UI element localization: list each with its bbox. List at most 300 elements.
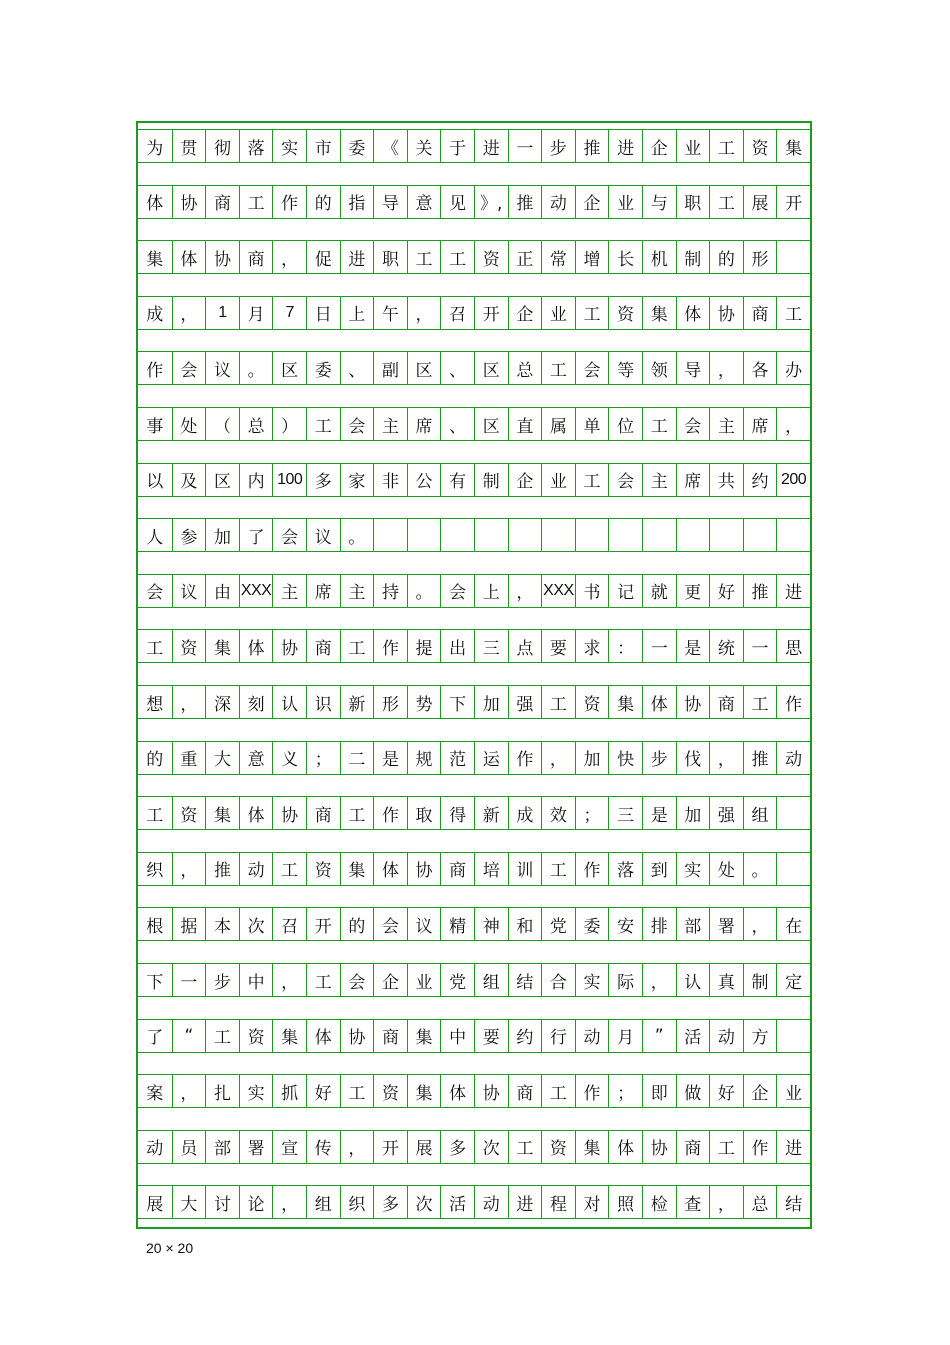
grid-cell: 主 [340,574,374,608]
grid-cell: 体 [306,1019,340,1053]
grid-cell: 体 [676,296,710,330]
grid-cell: 行 [541,1019,575,1053]
grid-cell: ， [172,685,206,719]
grid-cell: 二 [340,741,374,775]
grid-cell: 成 [138,296,172,330]
grid-cell: 业 [676,129,710,163]
grid-cell: 集 [138,240,172,274]
grid-cell: 下 [440,685,474,719]
grid-cell: 意 [239,741,273,775]
grid-size-label: 20 × 20 [146,1240,194,1256]
grid-cell: 次 [474,1130,508,1164]
grid-cell: 的 [709,240,743,274]
grid-cell: 推 [743,574,777,608]
grid-cell: 强 [709,796,743,830]
grid-cell: 资 [608,296,642,330]
grid-cell: 规 [407,741,441,775]
grid-cell: 人 [138,518,172,552]
grid-cell: 处 [172,407,206,441]
grid-cell: 商 [508,1074,542,1108]
grid-cell: 得 [440,796,474,830]
grid-cell: 展 [407,1130,441,1164]
grid-cell: 工 [340,796,374,830]
grid-cell: 工 [709,185,743,219]
grid-cell: 内 [239,463,273,497]
grid-cell: 成 [508,796,542,830]
grid-row [138,463,810,497]
grid-cell: 区 [474,407,508,441]
grid-cell: 和 [508,907,542,941]
grid-cell: 动 [138,1130,172,1164]
grid-cell: 好 [709,574,743,608]
grid-cell [709,518,743,552]
grid-cell: 。 [743,852,777,886]
grid-cell: 工 [776,296,810,330]
grid-cell: 直 [508,407,542,441]
grid-cell: 资 [541,1130,575,1164]
grid-cell [642,518,676,552]
grid-cell: 协 [272,796,306,830]
grid-cell [776,1019,810,1053]
grid-cell: ， [272,1185,306,1219]
grid-cell: 多 [373,1185,407,1219]
grid-cell: 工 [642,407,676,441]
grid-cell: 中 [440,1019,474,1053]
grid-cell: 、 [440,407,474,441]
grid-cell: 协 [676,685,710,719]
grid-cell [373,518,407,552]
grid-cell: 业 [541,296,575,330]
grid-cell: 商 [743,296,777,330]
grid-cell: 企 [743,1074,777,1108]
grid-cell: 业 [541,463,575,497]
grid-cell: 做 [676,1074,710,1108]
grid-cell: 资 [474,240,508,274]
grid-cell: ， [541,741,575,775]
grid-cell: 的 [340,907,374,941]
grid-cell: 工 [340,1074,374,1108]
grid-cell: 及 [172,463,206,497]
grid-cell: 总 [743,1185,777,1219]
grid-cell: 见 [440,185,474,219]
grid-cell: 进 [508,1185,542,1219]
grid-cell: 次 [407,1185,441,1219]
grid-cell: 工 [575,296,609,330]
grid-cell: 的 [306,185,340,219]
grid-cell: 效 [541,796,575,830]
grid-cell: ； [306,741,340,775]
grid-cell: 作 [373,796,407,830]
grid-cell: 商 [676,1130,710,1164]
grid-cell: 展 [138,1185,172,1219]
grid-cell: ； [608,1074,642,1108]
grid-cell: 工 [508,1130,542,1164]
grid-cell: 约 [508,1019,542,1053]
grid-cell: 资 [172,796,206,830]
grid-cell: 作 [575,852,609,886]
grid-cell [541,518,575,552]
grid-cell: 。 [239,351,273,385]
grid-cell: 本 [205,907,239,941]
grid-cell: 新 [474,796,508,830]
grid-cell: 三 [474,629,508,663]
grid-cell: 安 [608,907,642,941]
grid-cell: 市 [306,129,340,163]
grid-cell: 主 [709,407,743,441]
grid-cell: 导 [676,351,710,385]
manuscript-grid-paper [136,121,812,1229]
grid-cell: 体 [172,240,206,274]
grid-cell: 会 [172,351,206,385]
grid-row [138,796,810,830]
grid-cell: 统 [709,629,743,663]
grid-cell: ， [340,1130,374,1164]
grid-cell: 职 [676,185,710,219]
grid-cell: ” [642,1019,676,1053]
grid-cell: 重 [172,741,206,775]
grid-cell: 次 [239,907,273,941]
grid-cell: 会 [138,574,172,608]
grid-cell: 会 [340,963,374,997]
grid-row [138,741,810,775]
grid-cell: 席 [743,407,777,441]
grid-cell: 议 [407,907,441,941]
grid-cell: 议 [172,574,206,608]
grid-cell: 业 [407,963,441,997]
grid-cell: 实 [575,963,609,997]
grid-cell: 体 [373,852,407,886]
grid-cell: 主 [642,463,676,497]
grid-cell: XXX [541,574,575,608]
grid-cell: 关 [407,129,441,163]
grid-cell: 强 [508,685,542,719]
grid-cell: 资 [172,629,206,663]
grid-cell: 100 [272,463,306,497]
grid-cell: 的 [138,741,172,775]
grid-cell: 论 [239,1185,273,1219]
grid-cell: 动 [474,1185,508,1219]
grid-cell: 体 [239,796,273,830]
grid-cell: 精 [440,907,474,941]
grid-cell: 一 [172,963,206,997]
grid-cell: 区 [205,463,239,497]
grid-cell: ： [608,629,642,663]
grid-cell: 各 [743,351,777,385]
grid-cell: 业 [776,1074,810,1108]
grid-cell: 形 [743,240,777,274]
grid-cell: 工 [138,796,172,830]
grid-cell: 会 [373,907,407,941]
grid-cell: 彻 [205,129,239,163]
grid-cell: 资 [306,852,340,886]
grid-cell: 落 [239,129,273,163]
grid-cell: 席 [676,463,710,497]
grid-cell: 范 [440,741,474,775]
grid-cell: 日 [306,296,340,330]
grid-cell: 体 [138,185,172,219]
grid-cell: 组 [743,796,777,830]
grid-cell [743,518,777,552]
grid-cell: 抓 [272,1074,306,1108]
grid-cell: 作 [575,1074,609,1108]
grid-cell: 协 [407,852,441,886]
grid-row [138,185,810,219]
grid-cell: 主 [373,407,407,441]
grid-cell: 委 [340,129,374,163]
grid-cell: 作 [272,185,306,219]
grid-cell: 位 [608,407,642,441]
grid-cell: 部 [205,1130,239,1164]
grid-cell: 工 [743,685,777,719]
grid-cell: 处 [709,852,743,886]
grid-cell: 商 [306,796,340,830]
grid-cell: 工 [541,1074,575,1108]
grid-cell: ， [508,574,542,608]
grid-cell: 正 [508,240,542,274]
grid-cell: 月 [608,1019,642,1053]
grid-cell: 区 [407,351,441,385]
grid-cell: 总 [508,351,542,385]
grid-cell: 记 [608,574,642,608]
grid-cell: 取 [407,796,441,830]
grid-cell: 根 [138,907,172,941]
grid-row [138,685,810,719]
grid-cell: 进 [776,1130,810,1164]
grid-cell: 进 [340,240,374,274]
grid-cell: ） [272,407,306,441]
grid-cell: 召 [272,907,306,941]
grid-cell: 工 [541,852,575,886]
grid-cell: 工 [709,1130,743,1164]
grid-cell: 定 [776,963,810,997]
grid-cell: 制 [474,463,508,497]
grid-cell: 义 [272,741,306,775]
grid-cell: 书 [575,574,609,608]
grid-cell: 形 [373,685,407,719]
grid-cell: 商 [709,685,743,719]
grid-cell: 进 [776,574,810,608]
grid-cell: 会 [340,407,374,441]
grid-cell: 际 [608,963,642,997]
grid-cell: 会 [608,463,642,497]
grid-cell [440,518,474,552]
grid-cell: 《 [373,129,407,163]
grid-cell: 工 [138,629,172,663]
grid-cell: 工 [306,407,340,441]
grid-cell: 好 [709,1074,743,1108]
grid-cell: 思 [776,629,810,663]
grid-cell: 办 [776,351,810,385]
grid-cell: 协 [205,240,239,274]
grid-cell: 集 [776,129,810,163]
grid-cell: 三 [608,796,642,830]
grid-cell: ， [709,351,743,385]
grid-cell: 是 [676,629,710,663]
grid-cell: ， [172,1074,206,1108]
grid-cell: ， [709,741,743,775]
grid-cell: 副 [373,351,407,385]
grid-cell [474,518,508,552]
grid-cell: 实 [676,852,710,886]
grid-cell: 是 [642,796,676,830]
grid-cell: 事 [138,407,172,441]
grid-cell: 由 [205,574,239,608]
grid-cell: 集 [575,1130,609,1164]
grid-cell: 工 [306,963,340,997]
grid-cell: 动 [239,852,273,886]
grid-cell: 集 [608,685,642,719]
grid-cell: ， [172,852,206,886]
grid-cell: 体 [239,629,273,663]
grid-cell: 进 [474,129,508,163]
grid-cell: 训 [508,852,542,886]
grid-cell: 更 [676,574,710,608]
grid-cell: 部 [676,907,710,941]
grid-cell: 工 [575,463,609,497]
grid-cell: 认 [676,963,710,997]
grid-cell: 下 [138,963,172,997]
grid-cell: 属 [541,407,575,441]
grid-cell: 集 [205,629,239,663]
grid-cell: 推 [743,741,777,775]
grid-cell: 促 [306,240,340,274]
grid-cell: 织 [340,1185,374,1219]
grid-cell: 步 [642,741,676,775]
grid-cell: 了 [239,518,273,552]
grid-cell: 方 [743,1019,777,1053]
grid-cell [776,852,810,886]
grid-cell: 商 [239,240,273,274]
grid-cell: 工 [440,240,474,274]
grid-cell: 中 [239,963,273,997]
grid-cell: 、 [340,351,374,385]
grid-cell: 活 [676,1019,710,1053]
grid-cell: ； [575,796,609,830]
grid-cell: 商 [440,852,474,886]
grid-cell: 制 [676,240,710,274]
grid-cell: 到 [642,852,676,886]
grid-cell: 党 [541,907,575,941]
grid-cell: 组 [306,1185,340,1219]
grid-cell: 要 [474,1019,508,1053]
grid-cell: 资 [239,1019,273,1053]
grid-cell: 区 [474,351,508,385]
grid-cell: 推 [205,852,239,886]
grid-cell: 多 [306,463,340,497]
grid-cell: 组 [474,963,508,997]
grid-cell: 主 [272,574,306,608]
grid-cell: 据 [172,907,206,941]
grid-cell: 出 [440,629,474,663]
grid-cell: 。 [340,518,374,552]
grid-cell: 共 [709,463,743,497]
grid-cell: 了 [138,1019,172,1053]
grid-cell: 协 [709,296,743,330]
grid-cell: 一 [508,129,542,163]
grid-cell: 席 [306,574,340,608]
grid-cell: 求 [575,629,609,663]
grid-cell: 提 [407,629,441,663]
grid-cell: 资 [575,685,609,719]
grid-cell: 在 [776,907,810,941]
grid-cell: 真 [709,963,743,997]
grid-cell: 工 [272,852,306,886]
grid-cell: 认 [272,685,306,719]
grid-cell: 对 [575,1185,609,1219]
grid-cell: 业 [608,185,642,219]
grid-cell: 工 [239,185,273,219]
grid-cell: 委 [575,907,609,941]
grid-cell: 集 [205,796,239,830]
grid-cell: ， [709,1185,743,1219]
grid-cell: 上 [340,296,374,330]
grid-cell: 午 [373,296,407,330]
grid-cell: 席 [407,407,441,441]
grid-cell: 资 [373,1074,407,1108]
grid-cell: 动 [541,185,575,219]
grid-cell: 加 [676,796,710,830]
grid-row [138,240,810,274]
grid-row [138,963,810,997]
grid-cell: 协 [340,1019,374,1053]
grid-cell: ， [776,407,810,441]
grid-cell: 月 [239,296,273,330]
grid-cell [776,518,810,552]
grid-cell: 体 [440,1074,474,1108]
grid-cell: 工 [340,629,374,663]
grid-cell: 加 [205,518,239,552]
grid-cell: 会 [676,407,710,441]
grid-row [138,574,810,608]
grid-cell: 是 [373,741,407,775]
grid-cell: 作 [373,629,407,663]
grid-row [138,629,810,663]
grid-cell: 常 [541,240,575,274]
grid-row [138,129,810,163]
grid-cell: 机 [642,240,676,274]
grid-cell: 议 [306,518,340,552]
grid-cell: 集 [272,1019,306,1053]
grid-cell: 集 [340,852,374,886]
grid-cell: 开 [373,1130,407,1164]
grid-cell: 7 [272,296,306,330]
grid-cell: ， [743,907,777,941]
grid-cell: 作 [508,741,542,775]
grid-cell: 作 [743,1130,777,1164]
grid-cell: ， [172,296,206,330]
grid-cell: 培 [474,852,508,886]
grid-cell: 署 [239,1130,273,1164]
grid-cell: 参 [172,518,206,552]
grid-cell: 商 [373,1019,407,1053]
grid-cell: 作 [776,685,810,719]
grid-cell: 企 [508,463,542,497]
grid-cell: 推 [508,185,542,219]
grid-cell: 持 [373,574,407,608]
grid-row [138,852,810,886]
grid-cell: 以 [138,463,172,497]
grid-cell [776,796,810,830]
grid-cell: 与 [642,185,676,219]
grid-cell: 领 [642,351,676,385]
grid-cell: 展 [743,185,777,219]
grid-cell: 深 [205,685,239,719]
grid-cell: 于 [440,129,474,163]
grid-cell: 会 [440,574,474,608]
grid-cell: 一 [642,629,676,663]
grid-cell: 大 [205,741,239,775]
grid-cell: 》, [474,185,508,219]
